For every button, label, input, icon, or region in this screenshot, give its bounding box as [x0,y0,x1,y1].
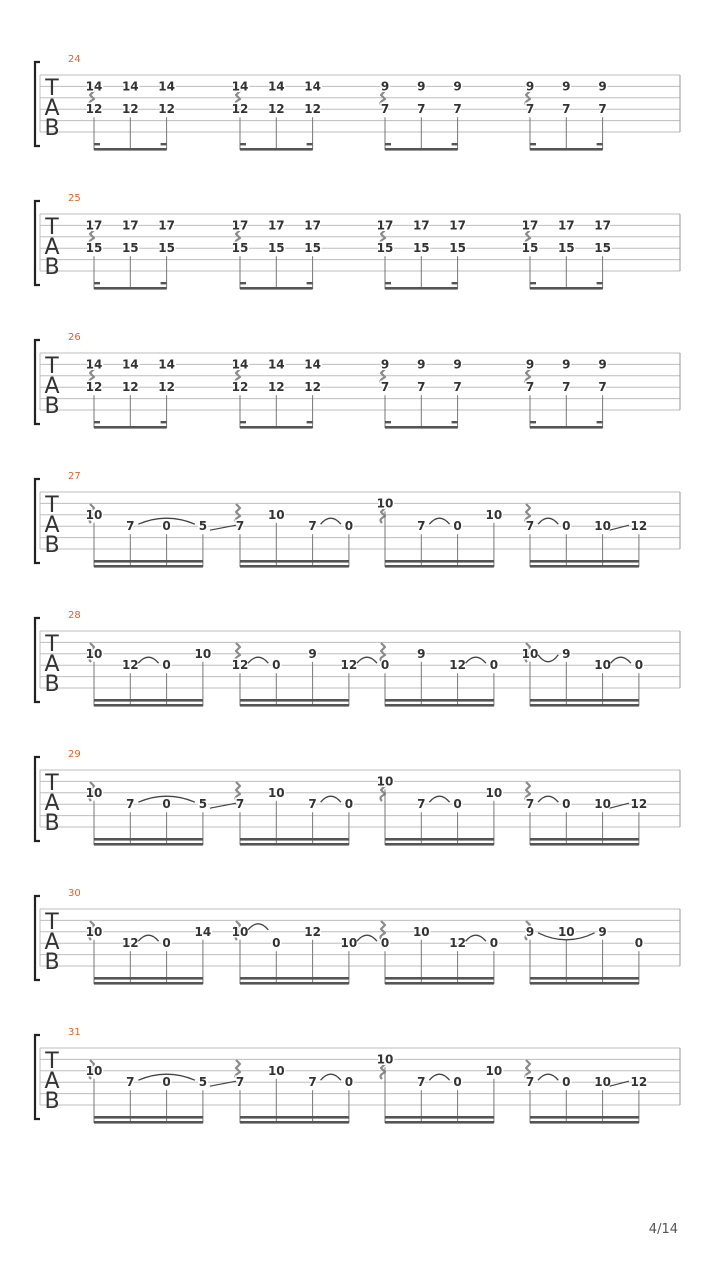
tie-arc [248,657,268,663]
fret-number: 15 [557,241,575,256]
beam [94,699,203,702]
tab-clef-letter-a: A [44,652,60,677]
fret-number: 9 [525,79,535,94]
beam-stub [161,282,167,284]
fret-number: 10 [412,924,430,939]
beam [94,977,203,980]
fret-number: 12 [630,797,648,812]
fret-number: 17 [231,218,249,233]
beam [530,843,639,846]
fret-number: 0 [453,1075,462,1090]
beam [94,560,203,563]
fret-number: 10 [267,507,285,522]
tie-arc [248,924,268,930]
fret-number: 12 [158,380,175,395]
tab-clef-letter-a: A [44,235,60,260]
fret-number: 10 [85,785,103,800]
fret-number: 10 [594,1075,611,1090]
fret-number: 10 [376,496,394,511]
beam-stub [385,282,391,284]
fret-number: 7 [525,797,535,812]
fret-number: 10 [521,646,539,661]
fret-number: 17 [158,218,175,233]
beam [94,1116,203,1119]
fret-number: 12 [121,936,139,951]
fret-number: 17 [521,218,539,233]
fret-number: 5 [198,1075,208,1090]
fret-number: 14 [267,357,285,372]
system-bracket [35,340,40,424]
tie-arc [538,1074,558,1080]
tab-clef-letter-b: B [44,811,60,836]
beam-stub [240,143,246,145]
fret-number: 0 [562,519,571,534]
fret-number: 9 [380,79,390,94]
fret-number: 14 [158,357,175,372]
tie-arc [321,518,341,524]
fret-number: 10 [85,924,103,939]
beam [530,287,603,290]
fret-number: 14 [158,79,175,94]
system-bracket [35,896,40,980]
tie-arc [138,935,158,941]
measure-number: 29 [68,749,81,760]
fret-number: 10 [85,1063,103,1078]
beam [240,977,349,980]
fret-number: 0 [634,658,644,673]
beam [530,560,639,563]
fret-number: 0 [162,658,171,673]
measure-number: 24 [68,54,81,65]
beam [530,426,603,429]
beam-stub [240,421,246,423]
beam [240,843,349,846]
tab-clef-letter-t: T [45,215,59,240]
beam [240,1116,349,1119]
fret-number: 12 [630,1075,648,1090]
fret-number: 10 [340,936,358,951]
tab-clef-letter-b: B [44,533,60,558]
fret-number: 9 [525,357,535,372]
beam [94,838,203,841]
fret-number: 17 [85,218,103,233]
fret-number: 7 [235,797,245,812]
fret-number: 12 [267,102,285,117]
fret-number: 14 [121,357,139,372]
beam [530,1121,639,1124]
fret-number: 10 [594,519,611,534]
tab-clef-letter-t: T [45,493,59,518]
beam [530,1116,639,1119]
fret-number: 10 [594,797,611,812]
fret-number: 7 [525,102,535,117]
fret-number: 0 [562,1075,571,1090]
tie-arc [357,657,377,663]
fret-number: 0 [162,797,171,812]
tab-clef-letter-b: B [44,1089,60,1114]
fret-number: 12 [231,380,249,395]
tie-arc [138,657,158,663]
beam [385,704,494,707]
fret-number: 15 [158,241,175,256]
fret-number: 0 [272,658,281,673]
measure-number: 28 [68,610,81,621]
fret-number: 0 [562,797,571,812]
beam-stub [307,143,313,145]
beam-stub [597,143,603,145]
fret-number: 0 [489,658,499,673]
beam-stub [385,421,391,423]
beam-stub [530,421,536,423]
fret-number: 7 [380,380,390,395]
fret-number: 17 [376,218,394,233]
beam [240,982,349,985]
fret-number: 15 [121,241,139,256]
fret-number: 7 [453,380,462,395]
fret-number: 0 [634,936,644,951]
fret-number: 17 [412,218,430,233]
beam [94,287,167,290]
tab-clef-letter-a: A [44,930,60,955]
beam [240,699,349,702]
fret-number: 14 [267,79,285,94]
beam [94,704,203,707]
tab-clef-letter-b: B [44,950,60,975]
tie-arc [321,796,341,802]
fret-number: 12 [231,658,249,673]
beam [530,565,639,568]
fret-number: 14 [304,357,321,372]
fret-number: 7 [453,102,462,117]
fret-number: 12 [449,936,466,951]
fret-number: 17 [449,218,466,233]
beam-stub [307,282,313,284]
beam [385,1121,494,1124]
tie-arc [357,935,377,941]
fret-number: 15 [449,241,466,256]
beam [530,982,639,985]
fret-number: 12 [267,380,285,395]
beam [530,838,639,841]
beam-stub [530,282,536,284]
fret-number: 12 [231,102,249,117]
fret-number: 9 [562,646,571,661]
fret-number: 9 [598,924,607,939]
beam [385,838,494,841]
fret-number: 14 [85,357,103,372]
fret-number: 10 [485,785,503,800]
measure-number: 25 [68,193,81,204]
fret-number: 7 [598,102,607,117]
fret-number: 7 [417,519,426,534]
tie-arc [611,657,631,663]
fret-number: 12 [304,380,321,395]
fret-number: 0 [344,797,354,812]
tie-arc [429,796,449,802]
fret-number: 12 [158,102,175,117]
beam-stub [530,143,536,145]
fret-number: 7 [562,380,571,395]
measure-number: 31 [68,1027,81,1038]
tab-clef-letter-a: A [44,791,60,816]
beam-stub [452,143,458,145]
beam [94,982,203,985]
tab-clef-letter-t: T [45,771,59,796]
fret-number: 7 [308,519,317,534]
fret-number: 9 [453,357,462,372]
fret-number: 0 [344,519,354,534]
beam [385,148,458,151]
fret-number: 0 [162,1075,171,1090]
fret-number: 0 [489,936,499,951]
fret-number: 0 [344,1075,354,1090]
fret-number: 10 [194,646,212,661]
fret-number: 12 [85,102,103,117]
fret-number: 17 [267,218,285,233]
tie-arc [321,1074,341,1080]
tab-clef-letter-b: B [44,672,60,697]
beam [94,843,203,846]
fret-number: 7 [525,519,535,534]
fret-number: 5 [198,519,208,534]
fret-number: 10 [85,646,103,661]
tie-arc [466,657,486,663]
system-bracket [35,201,40,285]
fret-number: 12 [449,658,466,673]
fret-number: 7 [380,102,390,117]
fret-number: 9 [562,79,571,94]
system-bracket [35,757,40,841]
tie-arc [538,655,558,662]
fret-number: 10 [376,1052,394,1067]
beam-stub [94,421,100,423]
beam [385,426,458,429]
fret-number: 7 [525,380,535,395]
beam-stub [161,143,167,145]
fret-number: 10 [485,507,503,522]
fret-number: 0 [272,936,281,951]
fret-number: 0 [162,936,171,951]
beam [530,704,639,707]
system-bracket [35,618,40,702]
fret-number: 5 [198,797,208,812]
fret-number: 0 [380,936,390,951]
tie-arc [538,796,558,802]
fret-number: 7 [126,797,135,812]
beam [94,565,203,568]
fret-number: 7 [126,519,135,534]
fret-number: 7 [308,797,317,812]
beam-stub [385,143,391,145]
fret-number: 0 [453,797,462,812]
fret-number: 15 [231,241,249,256]
fret-number: 12 [121,102,139,117]
fret-number: 12 [304,924,321,939]
beam [385,560,494,563]
tab-clef-letter-t: T [45,354,59,379]
beam [385,977,494,980]
fret-number: 12 [304,102,321,117]
fret-number: 9 [598,79,607,94]
fret-number: 9 [562,357,571,372]
fret-number: 9 [417,646,426,661]
fret-number: 10 [267,1063,285,1078]
beam [385,843,494,846]
fret-number: 12 [121,658,139,673]
fret-number: 0 [162,519,171,534]
fret-number: 15 [594,241,611,256]
fret-number: 15 [85,241,103,256]
fret-number: 10 [231,924,249,939]
tab-clef-letter-a: A [44,374,60,399]
beam [240,426,313,429]
fret-number: 17 [304,218,321,233]
beam [240,565,349,568]
fret-number: 0 [380,658,390,673]
beam [385,287,458,290]
fret-number: 17 [557,218,575,233]
fret-number: 9 [417,357,426,372]
tab-clef-letter-t: T [45,76,59,101]
fret-number: 7 [126,1075,135,1090]
beam [385,1116,494,1119]
beam-stub [597,421,603,423]
tab-clef-letter-a: A [44,1069,60,1094]
tab-clef-letter-a: A [44,513,60,538]
fret-number: 14 [231,357,249,372]
tab-clef-letter-a: A [44,96,60,121]
beam [240,1121,349,1124]
beam [94,426,167,429]
beam [530,699,639,702]
tie-arc [538,518,558,524]
fret-number: 14 [85,79,103,94]
fret-number: 14 [194,924,212,939]
beam-stub [452,282,458,284]
system-bracket [35,479,40,563]
beam-stub [452,421,458,423]
beam-stub [240,282,246,284]
fret-number: 12 [85,380,103,395]
beam [240,148,313,151]
fret-number: 15 [521,241,539,256]
beam [385,565,494,568]
fret-number: 9 [308,646,317,661]
fret-number: 0 [453,519,462,534]
beam [240,838,349,841]
fret-number: 7 [417,380,426,395]
beam [94,1121,203,1124]
beam [240,287,313,290]
beam [385,982,494,985]
beam [530,148,603,151]
fret-number: 17 [594,218,611,233]
beam-stub [94,143,100,145]
tab-clef-letter-b: B [44,394,60,419]
fret-number: 7 [235,519,245,534]
fret-number: 7 [417,102,426,117]
fret-number: 14 [121,79,139,94]
page-number: 4/14 [648,1222,678,1237]
tab-clef-letter-t: T [45,1049,59,1074]
beam-stub [94,282,100,284]
fret-number: 12 [630,519,648,534]
measure-number: 30 [68,888,81,899]
fret-number: 15 [304,241,321,256]
fret-number: 15 [267,241,285,256]
fret-number: 17 [121,218,139,233]
system-bracket [35,62,40,146]
system-bracket [35,1035,40,1119]
beam-stub [161,421,167,423]
fret-number: 14 [304,79,321,94]
beam-stub [307,421,313,423]
fret-number: 14 [231,79,249,94]
fret-number: 7 [235,1075,245,1090]
beam [240,704,349,707]
fret-number: 7 [417,797,426,812]
fret-number: 10 [376,774,394,789]
beam [94,148,167,151]
fret-number: 9 [598,357,607,372]
fret-number: 7 [525,1075,535,1090]
fret-number: 10 [485,1063,503,1078]
fret-number: 9 [417,79,426,94]
fret-number: 12 [340,658,358,673]
fret-number: 10 [267,785,285,800]
tab-clef-letter-t: T [45,632,59,657]
tab-clef-letter-b: B [44,116,60,141]
fret-number: 9 [525,924,535,939]
fret-number: 15 [412,241,430,256]
beam [385,699,494,702]
beam [530,977,639,980]
tie-arc [429,1074,449,1080]
tab-clef-letter-t: T [45,910,59,935]
tie-arc [429,518,449,524]
beam [240,560,349,563]
fret-number: 10 [85,507,103,522]
fret-number: 7 [598,380,607,395]
fret-number: 10 [594,658,611,673]
fret-number: 15 [376,241,394,256]
tie-arc [466,935,486,941]
fret-number: 9 [380,357,390,372]
beam-stub [597,282,603,284]
fret-number: 9 [453,79,462,94]
fret-number: 12 [121,380,139,395]
fret-number: 7 [562,102,571,117]
fret-number: 7 [308,1075,317,1090]
fret-number: 7 [417,1075,426,1090]
measure-number: 27 [68,471,81,482]
tab-clef-letter-b: B [44,255,60,280]
measure-number: 26 [68,332,81,343]
fret-number: 10 [557,924,575,939]
